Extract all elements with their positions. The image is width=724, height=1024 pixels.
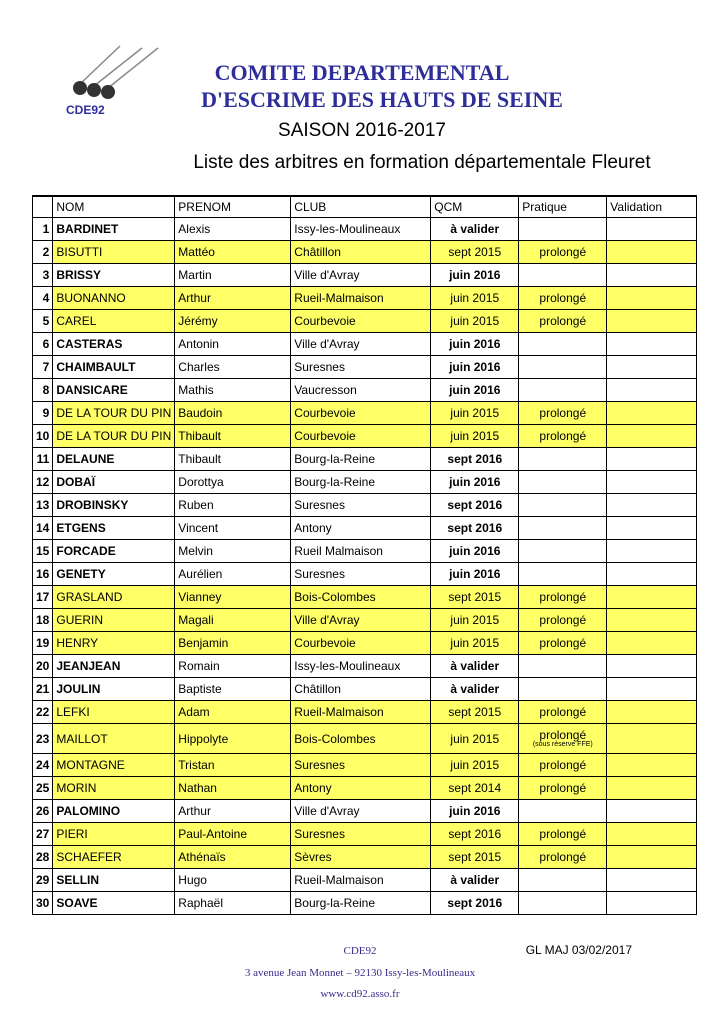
cell-club: Courbevoie: [291, 310, 431, 333]
cell-club: Vaucresson: [291, 379, 431, 402]
cell-qcm: juin 2016: [431, 356, 519, 379]
cell-validation: [607, 241, 697, 264]
cell-validation: [607, 846, 697, 869]
table-row: [33, 517, 697, 540]
referee-table: [32, 195, 697, 915]
cell-validation: [607, 701, 697, 724]
cell-validation: [607, 869, 697, 892]
cell-club: Antony: [291, 517, 431, 540]
cell-pratique: [519, 540, 607, 563]
table-row: [33, 310, 697, 333]
cell-qcm: juin 2015: [431, 754, 519, 777]
cell-validation: [607, 333, 697, 356]
table-row: [33, 655, 697, 678]
cell-validation: [607, 609, 697, 632]
cell-nom: DE LA TOUR DU PIN: [53, 425, 175, 448]
row-number: 20: [33, 655, 53, 678]
cell-prenom: Nathan: [175, 777, 291, 800]
row-number: 1: [33, 218, 53, 241]
cell-prenom: Antonin: [175, 333, 291, 356]
table-row: [33, 701, 697, 724]
cell-prenom: Arthur: [175, 800, 291, 823]
cell-pratique: [519, 471, 607, 494]
header-prenom: PRENOM: [175, 196, 291, 218]
cell-club: Issy-les-Moulineaux: [291, 655, 431, 678]
cell-pratique: [519, 869, 607, 892]
table-row: [33, 333, 697, 356]
cell-club: Courbevoie: [291, 632, 431, 655]
cell-prenom: Athénaïs: [175, 846, 291, 869]
row-number: 6: [33, 333, 53, 356]
cell-pratique: [519, 425, 607, 448]
cell-pratique: [519, 701, 607, 724]
row-number: 16: [33, 563, 53, 586]
cell-prenom: Mattéo: [175, 241, 291, 264]
cell-validation: [607, 892, 697, 915]
pratique-text: prolongé: [539, 291, 587, 305]
row-number: 25: [33, 777, 53, 800]
cell-qcm: juin 2015: [431, 402, 519, 425]
table-row: [33, 609, 697, 632]
update-info: GL MAJ 03/02/2017: [525, 943, 632, 957]
cell-validation: [607, 754, 697, 777]
cell-qcm: juin 2016: [431, 800, 519, 823]
cell-club: Ville d'Avray: [291, 609, 431, 632]
cell-club: Rueil-Malmaison: [291, 701, 431, 724]
cell-validation: [607, 287, 697, 310]
row-number: 21: [33, 678, 53, 701]
table-row: [33, 892, 697, 915]
row-number: 17: [33, 586, 53, 609]
cell-qcm: à valider: [431, 218, 519, 241]
cell-prenom: Paul-Antoine: [175, 823, 291, 846]
table-row: [33, 754, 697, 777]
cell-club: Suresnes: [291, 754, 431, 777]
cell-club: Rueil Malmaison: [291, 540, 431, 563]
cell-validation: [607, 655, 697, 678]
table-row: [33, 287, 697, 310]
pratique-text: prolongé: [539, 613, 587, 627]
cell-pratique: [519, 846, 607, 869]
cell-validation: [607, 494, 697, 517]
cell-nom: DROBINSKY: [53, 494, 175, 517]
cell-qcm: sept 2015: [431, 241, 519, 264]
row-number: 19: [33, 632, 53, 655]
cell-prenom: Alexis: [175, 218, 291, 241]
cell-pratique: [519, 218, 607, 241]
cell-pratique: [519, 823, 607, 846]
cell-qcm: juin 2016: [431, 471, 519, 494]
table-row: [33, 471, 697, 494]
cell-validation: [607, 540, 697, 563]
cell-validation: [607, 563, 697, 586]
table-row: [33, 869, 697, 892]
cell-nom: DANSICARE: [53, 379, 175, 402]
cell-nom: DOBAÏ: [53, 471, 175, 494]
cell-prenom: Adam: [175, 701, 291, 724]
cell-prenom: Vincent: [175, 517, 291, 540]
cell-pratique: [519, 892, 607, 915]
cell-prenom: Jérémy: [175, 310, 291, 333]
cell-nom: JEANJEAN: [53, 655, 175, 678]
cell-prenom: Baptiste: [175, 678, 291, 701]
pratique-text: prolongé: [539, 758, 587, 772]
cell-pratique: [519, 655, 607, 678]
cell-nom: SELLIN: [53, 869, 175, 892]
cell-nom: MORIN: [53, 777, 175, 800]
cell-qcm: juin 2015: [431, 310, 519, 333]
cell-nom: CHAIMBAULT: [53, 356, 175, 379]
cell-club: Bois-Colombes: [291, 586, 431, 609]
cell-nom: LEFKI: [53, 701, 175, 724]
cell-qcm: juin 2016: [431, 333, 519, 356]
row-number: 24: [33, 754, 53, 777]
cell-pratique: [519, 777, 607, 800]
row-number: 30: [33, 892, 53, 915]
cell-prenom: Charles: [175, 356, 291, 379]
row-number: 2: [33, 241, 53, 264]
list-subtitle: Liste des arbitres en formation départementale Fleuret: [193, 152, 651, 173]
cell-club: Suresnes: [291, 823, 431, 846]
cell-validation: [607, 356, 697, 379]
header-nom: NOM: [53, 196, 175, 218]
cell-prenom: Hippolyte: [175, 724, 291, 754]
cell-prenom: Martin: [175, 264, 291, 287]
row-number: 11: [33, 448, 53, 471]
table-header: [33, 196, 697, 218]
cell-qcm: sept 2015: [431, 586, 519, 609]
table-row: [33, 724, 697, 754]
cell-validation: [607, 724, 697, 754]
table-row: [33, 425, 697, 448]
footer-address: 3 avenue Jean Monnet – 92130 Issy-les-Moulineaux: [244, 967, 476, 979]
cell-club: Rueil-Malmaison: [291, 287, 431, 310]
cell-nom: BARDINET: [53, 218, 175, 241]
cell-prenom: Tristan: [175, 754, 291, 777]
table-row: [33, 586, 697, 609]
cell-pratique: [519, 609, 607, 632]
pratique-text: prolongé: [539, 245, 587, 259]
cell-qcm: sept 2016: [431, 823, 519, 846]
cell-qcm: juin 2016: [431, 264, 519, 287]
row-number: 15: [33, 540, 53, 563]
row-number: 29: [33, 869, 53, 892]
cell-club: Bourg-la-Reine: [291, 892, 431, 915]
cell-club: Sèvres: [291, 846, 431, 869]
cell-qcm: juin 2015: [431, 287, 519, 310]
cell-qcm: juin 2016: [431, 563, 519, 586]
cell-validation: [607, 471, 697, 494]
cell-nom: CAREL: [53, 310, 175, 333]
cell-club: Bois-Colombes: [291, 724, 431, 754]
cell-validation: [607, 425, 697, 448]
cell-pratique: [519, 678, 607, 701]
cell-validation: [607, 777, 697, 800]
cell-pratique: [519, 754, 607, 777]
cell-pratique: [519, 287, 607, 310]
cell-pratique: [519, 800, 607, 823]
cell-pratique: [519, 310, 607, 333]
row-number: 28: [33, 846, 53, 869]
cell-qcm: sept 2016: [431, 494, 519, 517]
cell-qcm: sept 2016: [431, 892, 519, 915]
cell-nom: MONTAGNE: [53, 754, 175, 777]
cell-qcm: juin 2015: [431, 632, 519, 655]
cell-prenom: Mathis: [175, 379, 291, 402]
cell-prenom: Benjamin: [175, 632, 291, 655]
table-row: [33, 448, 697, 471]
cell-nom: GUERIN: [53, 609, 175, 632]
header-qcm: QCM: [431, 196, 519, 218]
table-row: [33, 563, 697, 586]
row-number: 22: [33, 701, 53, 724]
row-number: 9: [33, 402, 53, 425]
cell-nom: SCHAEFER: [53, 846, 175, 869]
cell-nom: MAILLOT: [53, 724, 175, 754]
pratique-text: prolongé: [539, 314, 587, 328]
cell-nom: SOAVE: [53, 892, 175, 915]
table-row: [33, 800, 697, 823]
row-number: 10: [33, 425, 53, 448]
title-line2: D'ESCRIME DES HAUTS DE SEINE: [201, 87, 563, 112]
cell-nom: BUONANNO: [53, 287, 175, 310]
cell-qcm: sept 2016: [431, 517, 519, 540]
cell-pratique: [519, 241, 607, 264]
cell-qcm: sept 2014: [431, 777, 519, 800]
table-row: [33, 241, 697, 264]
cell-validation: [607, 632, 697, 655]
pratique-text: prolongé: [539, 727, 587, 742]
cell-validation: [607, 823, 697, 846]
cell-prenom: Hugo: [175, 869, 291, 892]
cell-club: Suresnes: [291, 494, 431, 517]
cell-qcm: juin 2015: [431, 425, 519, 448]
title-line1: COMITE DEPARTEMENTAL: [214, 60, 510, 85]
footer-org: CDE92: [343, 945, 377, 957]
table-row: [33, 632, 697, 655]
header-pratique: Pratique: [519, 196, 607, 218]
cell-prenom: Aurélien: [175, 563, 291, 586]
cell-prenom: Ruben: [175, 494, 291, 517]
cell-club: Ville d'Avray: [291, 333, 431, 356]
cell-pratique: [519, 333, 607, 356]
cell-club: Suresnes: [291, 356, 431, 379]
row-number: 23: [33, 724, 53, 754]
row-number: 27: [33, 823, 53, 846]
pratique-text: prolongé: [539, 429, 587, 443]
cell-club: Ville d'Avray: [291, 800, 431, 823]
cell-nom: FORCADE: [53, 540, 175, 563]
cell-qcm: juin 2016: [431, 540, 519, 563]
cell-pratique: [519, 448, 607, 471]
cell-pratique: [519, 379, 607, 402]
cell-pratique: [519, 586, 607, 609]
logo-text: CDE92: [66, 103, 105, 117]
season-title: SAISON 2016-2017: [278, 120, 446, 141]
cell-prenom: Baudoin: [175, 402, 291, 425]
row-number: 3: [33, 264, 53, 287]
cell-validation: [607, 379, 697, 402]
cell-nom: BISUTTI: [53, 241, 175, 264]
cell-qcm: sept 2016: [431, 448, 519, 471]
cell-prenom: Arthur: [175, 287, 291, 310]
cell-pratique: [519, 494, 607, 517]
pratique-text: prolongé: [539, 636, 587, 650]
cell-nom: BRISSY: [53, 264, 175, 287]
row-number: 7: [33, 356, 53, 379]
cell-pratique: [519, 517, 607, 540]
cell-nom: PIERI: [53, 823, 175, 846]
cell-prenom: Thibault: [175, 425, 291, 448]
pratique-text: prolongé: [539, 406, 587, 420]
cell-validation: [607, 678, 697, 701]
row-number: 13: [33, 494, 53, 517]
cell-pratique: [519, 563, 607, 586]
table-row: [33, 218, 697, 241]
cell-club: Ville d'Avray: [291, 264, 431, 287]
pratique-text: prolongé: [539, 705, 587, 719]
row-number: 12: [33, 471, 53, 494]
cell-nom: GRASLAND: [53, 586, 175, 609]
cell-qcm: sept 2015: [431, 701, 519, 724]
cell-nom: PALOMINO: [53, 800, 175, 823]
cell-qcm: juin 2015: [431, 724, 519, 754]
cell-nom: ETGENS: [53, 517, 175, 540]
cell-pratique: [519, 632, 607, 655]
cell-pratique: [519, 724, 607, 754]
cell-nom: JOULIN: [53, 678, 175, 701]
row-number: 4: [33, 287, 53, 310]
table-row: [33, 379, 697, 402]
cell-pratique: [519, 264, 607, 287]
table-row: [33, 356, 697, 379]
cell-qcm: juin 2016: [431, 379, 519, 402]
cell-validation: [607, 586, 697, 609]
table-row: [33, 264, 697, 287]
cell-validation: [607, 264, 697, 287]
cell-nom: CASTERAS: [53, 333, 175, 356]
cell-club: Rueil-Malmaison: [291, 869, 431, 892]
pratique-text: prolongé: [539, 850, 587, 864]
cell-nom: HENRY: [53, 632, 175, 655]
cell-prenom: Thibault: [175, 448, 291, 471]
cell-qcm: à valider: [431, 869, 519, 892]
pratique-note: (sous réserve FFE): [532, 740, 593, 748]
row-number: 5: [33, 310, 53, 333]
header-club: CLUB: [291, 196, 431, 218]
cell-qcm: à valider: [431, 655, 519, 678]
cell-club: Courbevoie: [291, 402, 431, 425]
cell-club: Bourg-la-Reine: [291, 471, 431, 494]
cell-club: Suresnes: [291, 563, 431, 586]
pratique-text: prolongé: [539, 590, 587, 604]
cell-qcm: à valider: [431, 678, 519, 701]
cell-nom: DE LA TOUR DU PIN: [53, 402, 175, 425]
cell-prenom: Romain: [175, 655, 291, 678]
cell-qcm: juin 2015: [431, 609, 519, 632]
pratique-text: prolongé: [539, 781, 587, 795]
table-row: [33, 678, 697, 701]
table-row: [33, 402, 697, 425]
table-row: [33, 846, 697, 869]
row-number: 14: [33, 517, 53, 540]
cell-nom: GENETY: [53, 563, 175, 586]
cell-pratique: [519, 402, 607, 425]
cell-qcm: sept 2015: [431, 846, 519, 869]
header-validation: Validation: [607, 196, 697, 218]
cell-club: Bourg-la-Reine: [291, 448, 431, 471]
cell-validation: [607, 402, 697, 425]
cell-validation: [607, 448, 697, 471]
table-row: [33, 777, 697, 800]
row-number: 8: [33, 379, 53, 402]
cell-prenom: Dorottya: [175, 471, 291, 494]
cell-club: Châtillon: [291, 678, 431, 701]
cell-nom: DELAUNE: [53, 448, 175, 471]
table-row: [33, 540, 697, 563]
cell-validation: [607, 310, 697, 333]
row-number: 26: [33, 800, 53, 823]
table-row: [33, 823, 697, 846]
cell-validation: [607, 218, 697, 241]
cell-prenom: Vianney: [175, 586, 291, 609]
cell-club: Issy-les-Moulineaux: [291, 218, 431, 241]
header-num: [33, 196, 53, 218]
cell-club: Courbevoie: [291, 425, 431, 448]
table-row: [33, 494, 697, 517]
cell-validation: [607, 800, 697, 823]
cell-prenom: Raphaël: [175, 892, 291, 915]
pratique-text: prolongé: [539, 827, 587, 841]
cell-pratique: [519, 356, 607, 379]
cell-prenom: Melvin: [175, 540, 291, 563]
cell-club: Antony: [291, 777, 431, 800]
row-number: 18: [33, 609, 53, 632]
cell-club: Châtillon: [291, 241, 431, 264]
cell-prenom: Magali: [175, 609, 291, 632]
footer-website[interactable]: www.cd92.asso.fr: [320, 988, 400, 1000]
cell-validation: [607, 517, 697, 540]
